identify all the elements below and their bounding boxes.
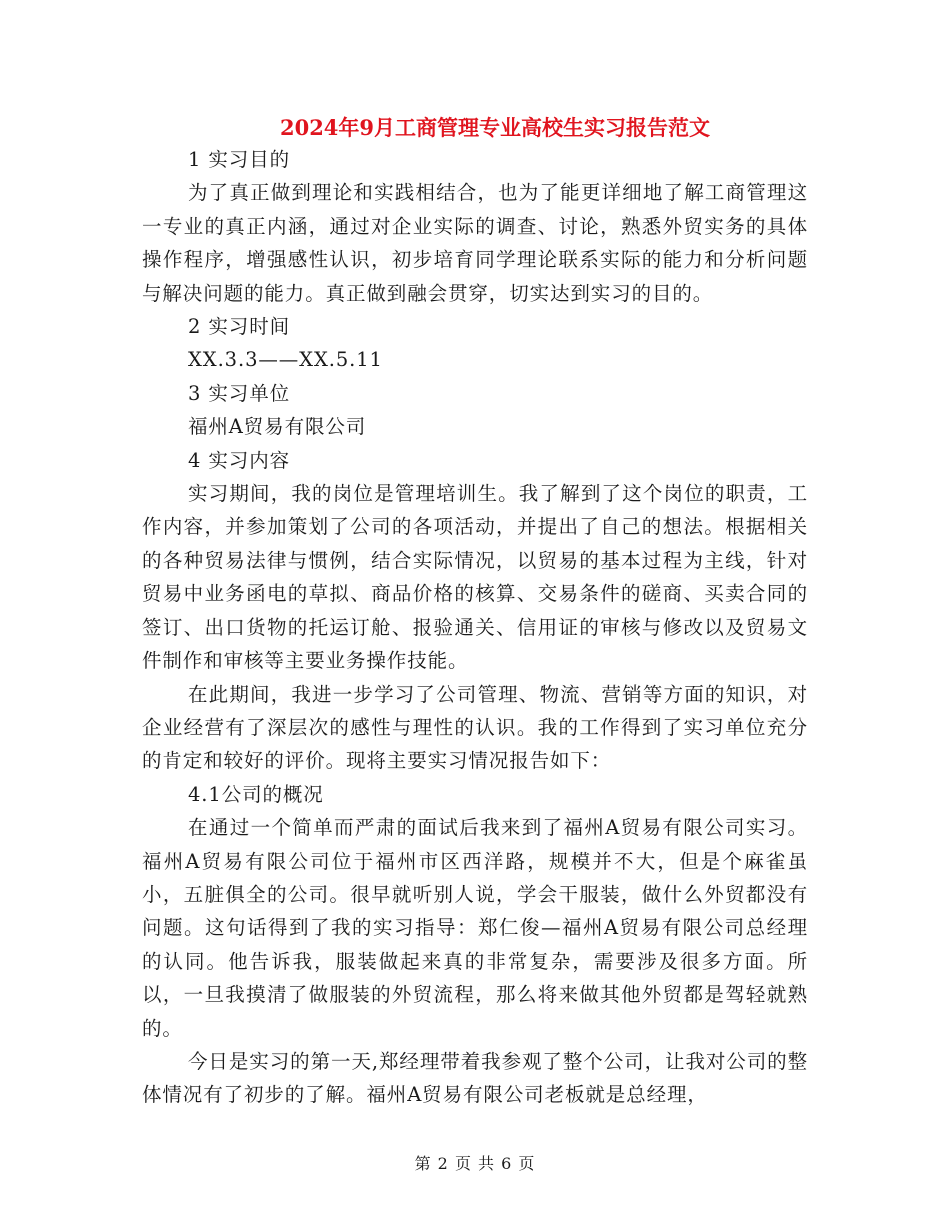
paragraph-content-2: 在此期间，我进一步学习了公司管理、物流、营销等方面的知识，对企业经营有了深层次的感性与理性的认识。我的工作得到了实习单位充分的肯定和较好的评价。现将主要实习情况报告如下： (142, 682, 808, 773)
heading-purpose: 1 实习目的 (188, 148, 291, 171)
heading-company-overview: 4.1公司的概况 (188, 782, 324, 806)
paragraph-first-day: 今日是实习的第一天,郑经理带着我参观了整个公司，让我对公司的整体情况有了初步的了解。福州A贸易有限公司老板就是总经理， (142, 1049, 808, 1107)
document-title: 2024年9月工商管理专业高校生实习报告范文 (279, 115, 711, 140)
heading-content: 4 实习内容 (188, 448, 291, 472)
paragraph-company-overview: 在通过一个简单而严肃的面试后我来到了福州A贸易有限公司实习。福州A贸易有限公司位于福州市区西洋路，规模并不大，但是个麻雀虽小，五脏俱全的公司。很早就听别人说，学会干服装，做什么外贸都没有问题。这句话得到了我的实习指导：郑仁俊—福州A贸易有限公司总经理的认同。他告诉我，服装做起来真的非常复杂，需要涉及很多方面。所以，一旦我摸清了做服装的外贸流程，那么将来做其他外贸都是驾轻就熟的。 (142, 816, 808, 1040)
paragraph-purpose: 为了真正做到理论和实践相结合，也为了能更详细地了解工商管理这一专业的真正内涵，通过对企业实际的调查、讨论，熟悉外贸实务的具体操作程序，增强感性认识，初步培育同学理论联系实际的能力和分析问题与解决问题的能力。真正做到融会贯穿，切实达到实习的目的。 (142, 181, 808, 305)
document-body (142, 143, 808, 1112)
page-number: 第 2 页 共 6 页 (414, 1154, 536, 1173)
page-footer (0, 1152, 950, 1176)
paragraph-time: XX.3.3——XX.5.11 (188, 348, 383, 372)
heading-time: 2 实习时间 (188, 315, 291, 339)
heading-unit: 3 实习单位 (188, 381, 291, 405)
paragraph-unit: 福州A贸易有限公司 (188, 415, 367, 439)
paragraph-content-1: 实习期间，我的岗位是管理培训生。我了解到了这个岗位的职责，工作内容，并参加策划了公司的各项活动，并提出了自己的想法。根据相关的各种贸易法律与惯例，结合实际情况，以贸易的基本过程为主线，针对贸易中业务函电的草拟、商品价格的核算、交易条件的磋商、买卖合同的签订、出口货物的托运订舱、报验通关、信用证的审核与修改以及贸易文件制作和审核等主要业务操作技能。 (142, 482, 808, 673)
